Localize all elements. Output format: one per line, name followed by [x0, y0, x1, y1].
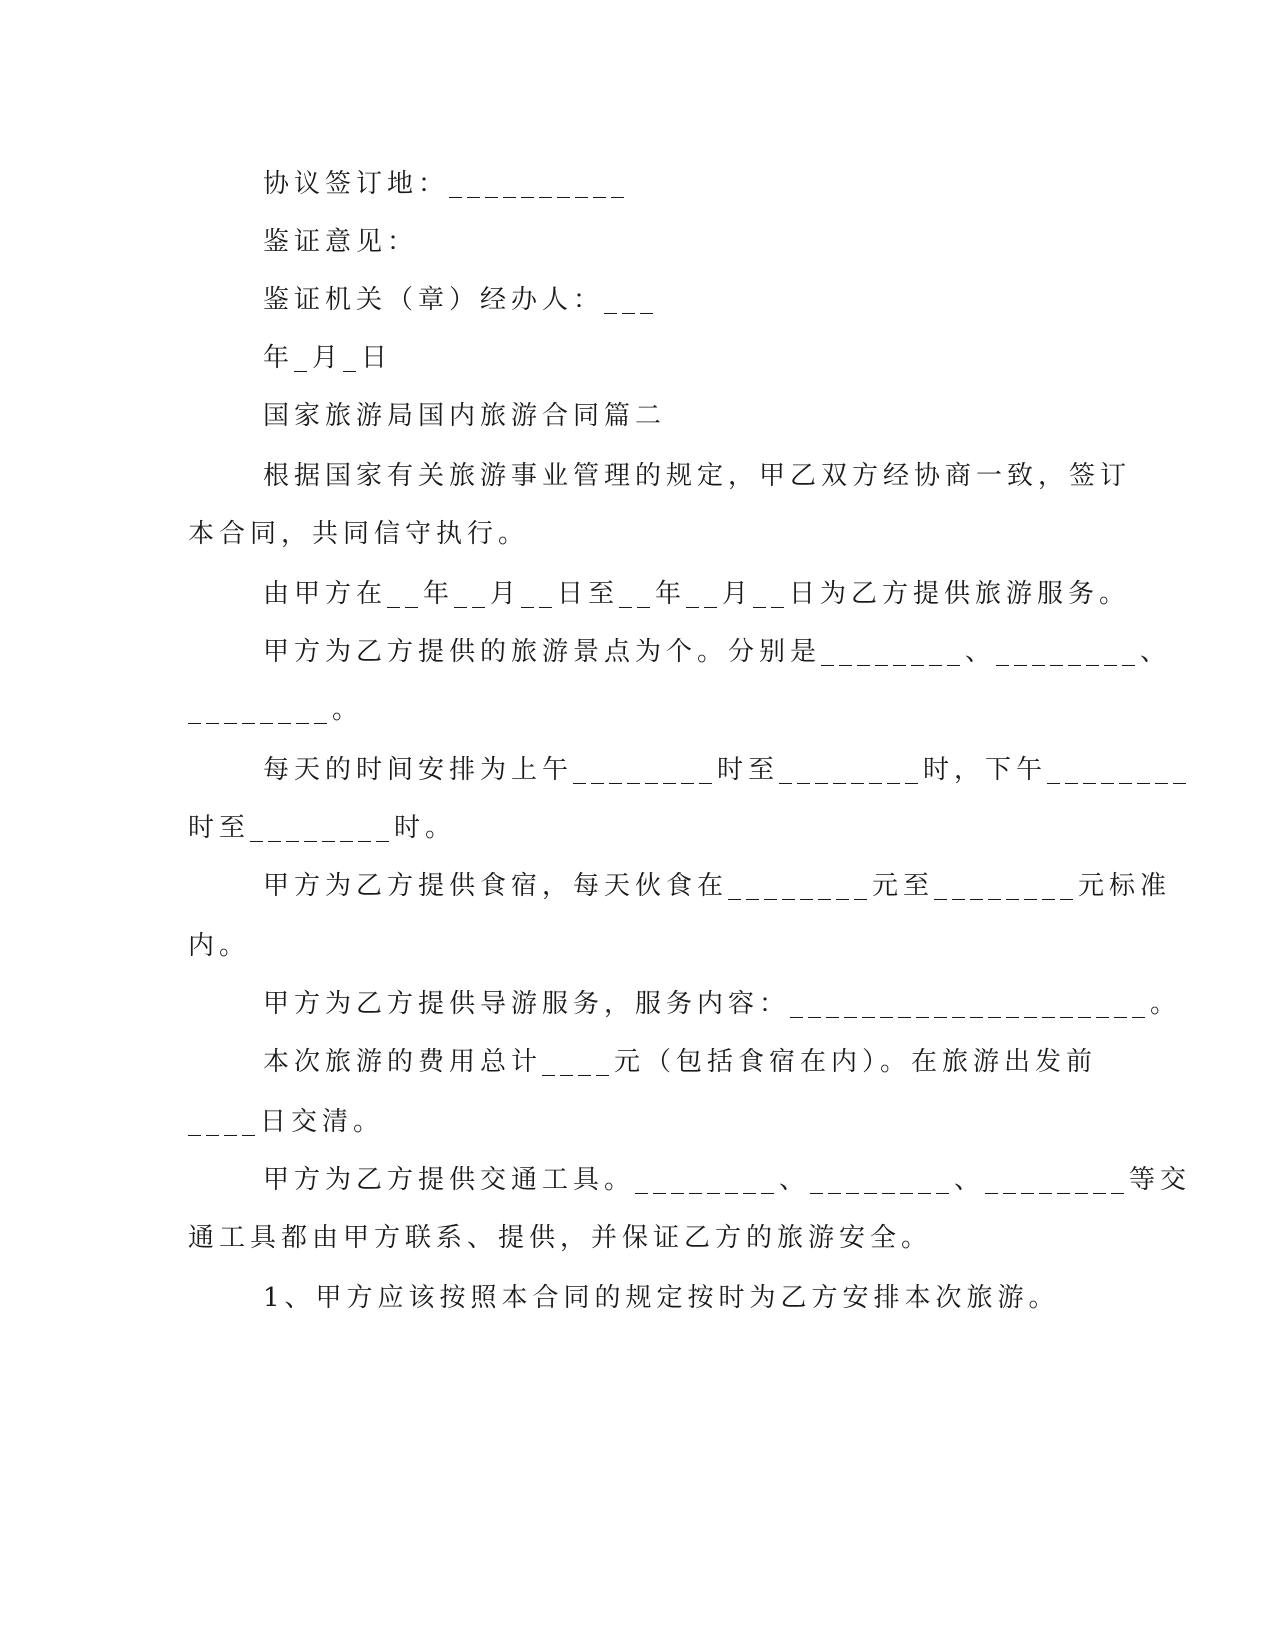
date-line: 年_月_日 — [263, 343, 393, 373]
paragraph-attractions-line-2: ________。 — [188, 695, 364, 725]
clause-1: 1、甲方应该按照本合同的规定按时为乙方安排本次旅游。 — [263, 1283, 1060, 1313]
paragraph-transport-line-1: 甲方为乙方提供交通工具。________、________、________等交 — [263, 1165, 1192, 1195]
paragraph-meals-line-1: 甲方为乙方提供食宿，每天伙食在________元至________元标准 — [263, 871, 1172, 901]
agreement-signing-place: 协议签订地：__________ — [263, 169, 630, 199]
paragraph-intro-line-1: 根据国家有关旅游事业管理的规定，甲乙双方经协商一致，签订 — [263, 461, 1132, 491]
verification-opinion: 鉴证意见： — [263, 227, 419, 257]
paragraph-meals-line-2: 内。 — [188, 931, 251, 961]
paragraph-attractions-line-1: 甲方为乙方提供的旅游景点为个。分别是________、________、 — [263, 637, 1172, 667]
paragraph-schedule-line-1: 每天的时间安排为上午________时至________时，下午________ — [263, 755, 1192, 785]
paragraph-cost-line-1: 本次旅游的费用总计____元（包括食宿在内）。在旅游出发前 — [263, 1047, 1098, 1077]
paragraph-cost-line-2: ____日交清。 — [188, 1107, 385, 1137]
verification-authority: 鉴证机关（章）经办人：___ — [263, 285, 659, 315]
paragraph-guide-service: 甲方为乙方提供导游服务，服务内容：____________________。 — [263, 989, 1182, 1019]
paragraph-intro-line-2: 本合同，共同信守执行。 — [188, 519, 530, 549]
section-title: 国家旅游局国内旅游合同篇二 — [263, 401, 667, 431]
paragraph-service-period: 由甲方在__年__月__日至__年__月__日为乙方提供旅游服务。 — [263, 579, 1131, 609]
paragraph-transport-line-2: 通工具都由甲方联系、提供，并保证乙方的旅游安全。 — [188, 1223, 933, 1253]
paragraph-schedule-line-2: 时至________时。 — [188, 813, 457, 843]
